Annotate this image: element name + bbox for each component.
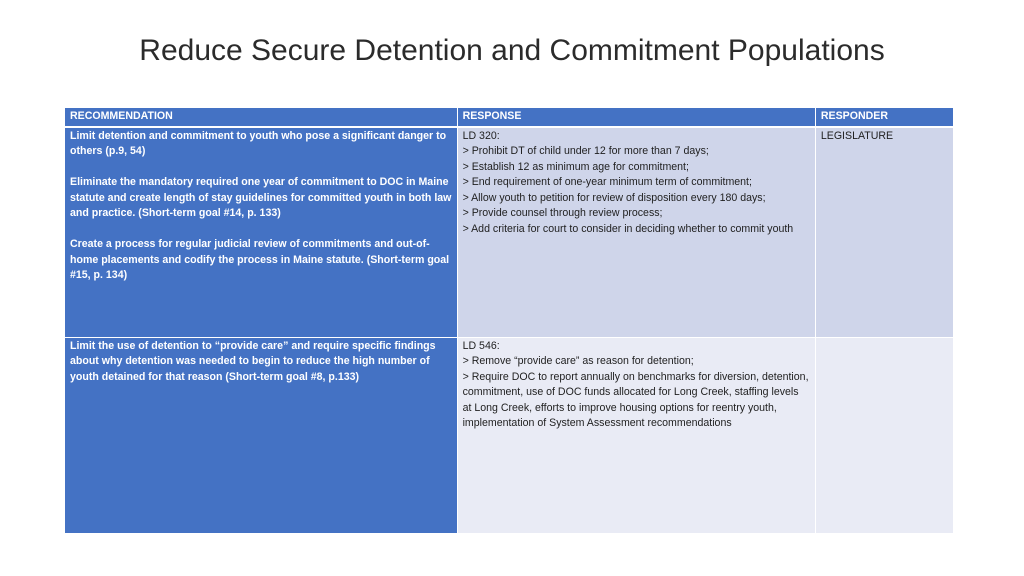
recommendation-cell bbox=[65, 127, 458, 338]
response-line: LD 320: bbox=[462, 129, 500, 142]
response-line: LD 546: bbox=[462, 339, 500, 352]
response-line: > Add criteria for court to consider in deciding whether to commit youth bbox=[462, 222, 794, 235]
recommendations-table bbox=[64, 107, 954, 534]
table-row bbox=[65, 337, 954, 533]
response-line: > Allow youth to petition for review of disposition every 180 days; bbox=[462, 191, 766, 204]
response-line: > End requirement of one-year minimum term of commitment; bbox=[462, 176, 752, 188]
response-cell bbox=[457, 127, 815, 338]
table-header-row bbox=[65, 108, 954, 127]
response-line: > Prohibit DT of child under 12 for more than 7 days; bbox=[462, 145, 709, 157]
response-line: > Establish 12 as minimum age for commitment; bbox=[462, 160, 689, 173]
response-line: > Require DOC to report annually on benchmarks for diversion, detention, commitment, use of DOC funds allocated for Long Creek, staffing levels at Long Creek, efforts to improve housing options for reentry youth, implementation of System Assessment recommendations bbox=[462, 370, 809, 429]
recommendation-cell bbox=[65, 337, 458, 533]
header-recommendation: RECOMMENDATION bbox=[65, 108, 458, 127]
response-line: > Remove “provide care” as reason for detention; bbox=[462, 355, 694, 367]
recommendation-text: Limit detention and commitment to youth who pose a significant danger to others (p.9, 54) bbox=[70, 129, 447, 157]
table-row bbox=[65, 127, 954, 338]
response-cell bbox=[457, 337, 815, 533]
recommendation-text: Eliminate the mandatory required one year of commitment to DOC in Maine statute and create length of stay guidelines for committed youth in both law and practice. (Short-term goal #14, p. 133) bbox=[70, 176, 452, 219]
page-title: Reduce Secure Detention and Commitment Populations bbox=[139, 34, 885, 67]
recommendation-text: Create a process for regular judicial review of commitments and out-of-home placements and codify the process in Maine statute. (Short-term goal #15, p. 134) bbox=[70, 238, 450, 281]
header-responder: RESPONDER bbox=[815, 108, 953, 127]
recommendation-text: Limit the use of detention to “provide care” and require specific findings about why detention was needed to begin to reduce the high number of youth detained for that reason (Short-term goal #8, p.133) bbox=[70, 339, 436, 383]
responder-cell: LEGISLATURE bbox=[815, 127, 953, 338]
responder-cell bbox=[815, 337, 953, 533]
response-line: > Provide counsel through review process; bbox=[462, 207, 663, 219]
header-response: RESPONSE bbox=[457, 108, 815, 127]
